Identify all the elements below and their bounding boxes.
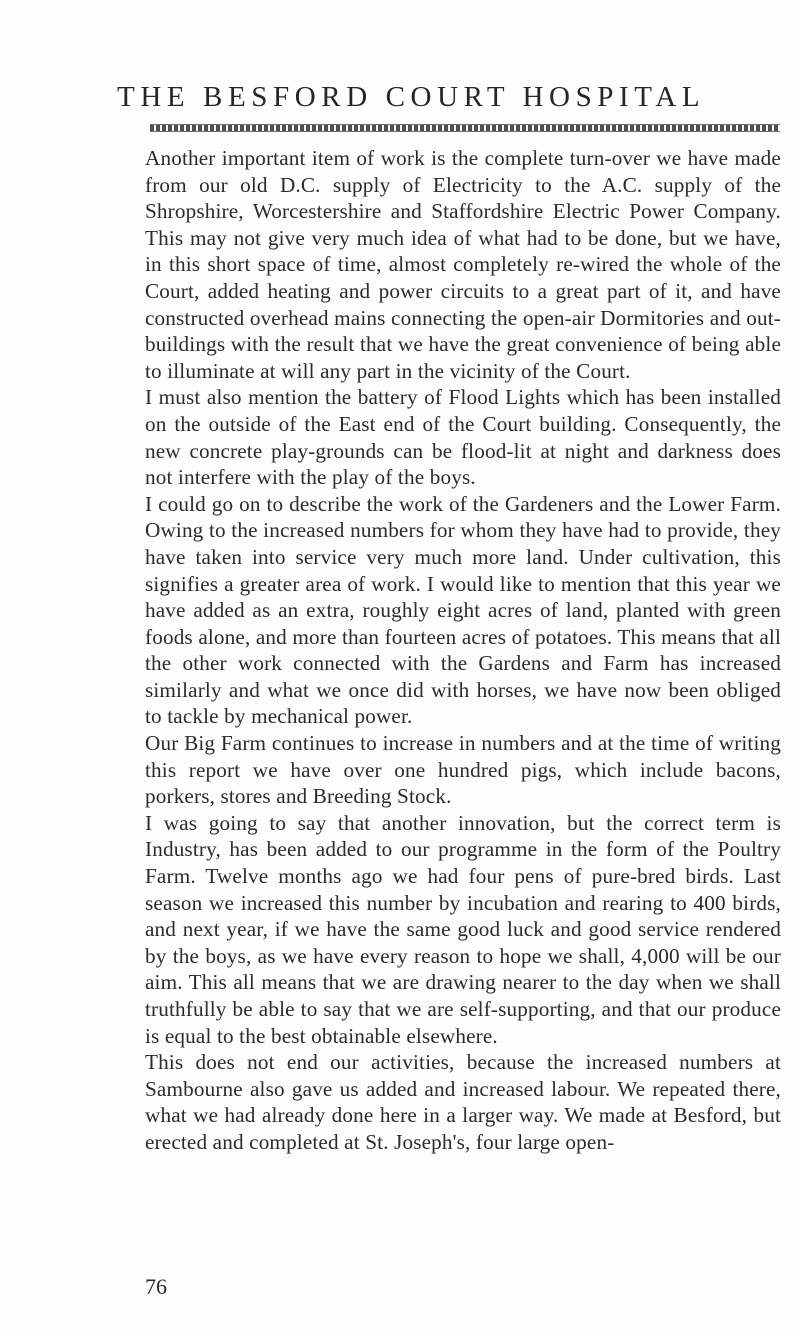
running-head-title: THE BESFORD COURT HOSPITAL — [117, 81, 706, 113]
paragraph-sambourne: This does not end our activities, because the increased numbers at Sambourne also gave us added and increased labour. We repeated there, what we had already done here in a larger way. We made at Besford, but erected and completed at St. Joseph's, four large open- — [145, 1050, 781, 1154]
paragraph-gardens-farm: I could go on to describe the work of the Gardeners and the Lower Farm. Owing to the increased numbers for whom they have had to provide, they have taken into service very much more land. Under cultivation, this signifies a greater area of work. I would like to mention that this year we have added as an extra, roughly eight acres of land, planted with green foods alone, and more than fourteen acres of potatoes. This means that all the other work connected with the Gardens and Farm has increased similarly and what we once did with horses, we have now been obliged to tackle by mechanical power. — [145, 491, 781, 729]
paragraph-poultry-farm: I was going to say that another innovation, but the correct term is Industry, has been added to our programme in the form of the Poultry Farm. Twelve months ago we had four pens of pure-bred birds. Last season we increased this number by incubation and rearing to 400 birds, and next year, if we have the same good luck and good service rendered by the boys, as we have every reason to hope we shall, 4,000 will be our aim. This all means that we are drawing nearer to the day when we shall truthfully be able to say that we are self-supporting, and that our produce is equal to the best obtainable elsewhere. — [145, 810, 781, 1048]
page-number: 76 — [145, 1274, 167, 1299]
paragraph-flood-lights: I must also mention the battery of Flood Lights which has been installed on the outside of the East end of the Court building. Consequently, the new concrete play-grounds can be flood-lit at night and darkness does not interfere with the play of the boys. — [145, 385, 781, 490]
paragraph-big-farm: Our Big Farm continues to increase in numbers and at the time of writing this report we have over one hundred pigs, which include bacons, porkers, stores and Breeding Stock. — [145, 731, 781, 809]
paragraph-electricity: Another important item of work is the complete turn-over we have made from our old D.C. supply of Electricity to the A.C. supply of the Shropshire, Worcestershire and Staffordshire Electric Power Company. This may not give very much idea of what had to be done, but we have, in this short space of time, almost completely re-wired the whole of the Court, added heating and power circuits to a great part of it, and have constructed overhead mains connecting the open-air Dormitories and out-buildings with the result that we have the great convenience of being able to illuminate at will any part in the vicinity of the Court. — [145, 146, 781, 383]
ornamental-rule — [150, 124, 780, 132]
body-text — [145, 145, 781, 1156]
